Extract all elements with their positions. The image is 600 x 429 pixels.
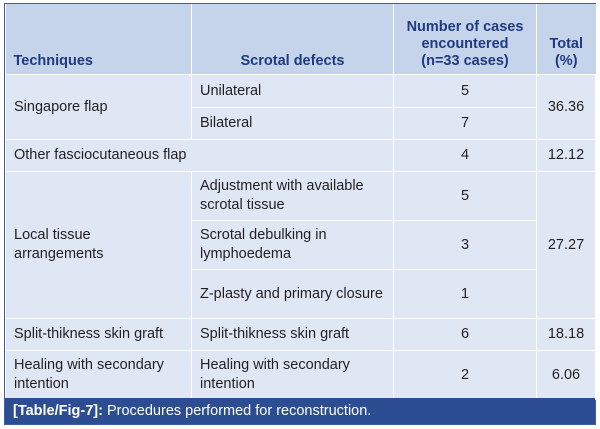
- defect-cell: Healing with secondary intention: [192, 351, 394, 400]
- technique-cell: Local tissue arrangements: [6, 172, 192, 319]
- cases-cell: 2: [394, 351, 537, 400]
- cases-cell: 5: [394, 75, 537, 108]
- table-row: [6, 351, 596, 400]
- caption-reference: [Table/Fig-7]:: [13, 403, 103, 419]
- table-row: [6, 319, 596, 351]
- cases-cell: 6: [394, 319, 537, 351]
- table-figure: [4, 3, 596, 425]
- total-cell: 27.27: [537, 172, 596, 319]
- defect-cell: Z-plasty and primary closure: [192, 270, 394, 319]
- total-cell: 36.36: [537, 75, 596, 140]
- header-total-percent: Total (%): [537, 4, 596, 75]
- technique-cell: Other fasciocutaneous flap: [6, 140, 394, 172]
- cases-cell: 7: [394, 108, 537, 140]
- cases-cell: 5: [394, 172, 537, 221]
- cases-cell: 3: [394, 221, 537, 270]
- cases-cell: 1: [394, 270, 537, 319]
- header-scrotal-defects: Scrotal defects: [192, 4, 394, 75]
- cases-cell: 4: [394, 140, 537, 172]
- total-cell: 12.12: [537, 140, 596, 172]
- header-techniques: Techniques: [6, 4, 192, 75]
- technique-cell: Singapore flap: [6, 75, 192, 140]
- header-number-of-cases: Number of cases encountered (n=33 cases): [394, 4, 537, 75]
- total-cell: 6.06: [537, 351, 596, 400]
- caption-text: Procedures performed for reconstruction.: [106, 403, 372, 419]
- table-caption: [5, 398, 595, 424]
- reconstruction-table: [5, 4, 596, 400]
- table-row: [6, 172, 596, 221]
- defect-cell: Adjustment with available scrotal tissue: [192, 172, 394, 221]
- table-row: [6, 75, 596, 108]
- defect-cell: Unilateral: [192, 75, 394, 108]
- technique-cell: Split-thikness skin graft: [6, 319, 192, 351]
- technique-cell: Healing with secondary intention: [6, 351, 192, 400]
- defect-cell: Scrotal debulking in lymphoedema: [192, 221, 394, 270]
- defect-cell: Split-thikness skin graft: [192, 319, 394, 351]
- total-cell: 18.18: [537, 319, 596, 351]
- header-row: [6, 4, 596, 75]
- defect-cell: Bilateral: [192, 108, 394, 140]
- table-row: [6, 140, 596, 172]
